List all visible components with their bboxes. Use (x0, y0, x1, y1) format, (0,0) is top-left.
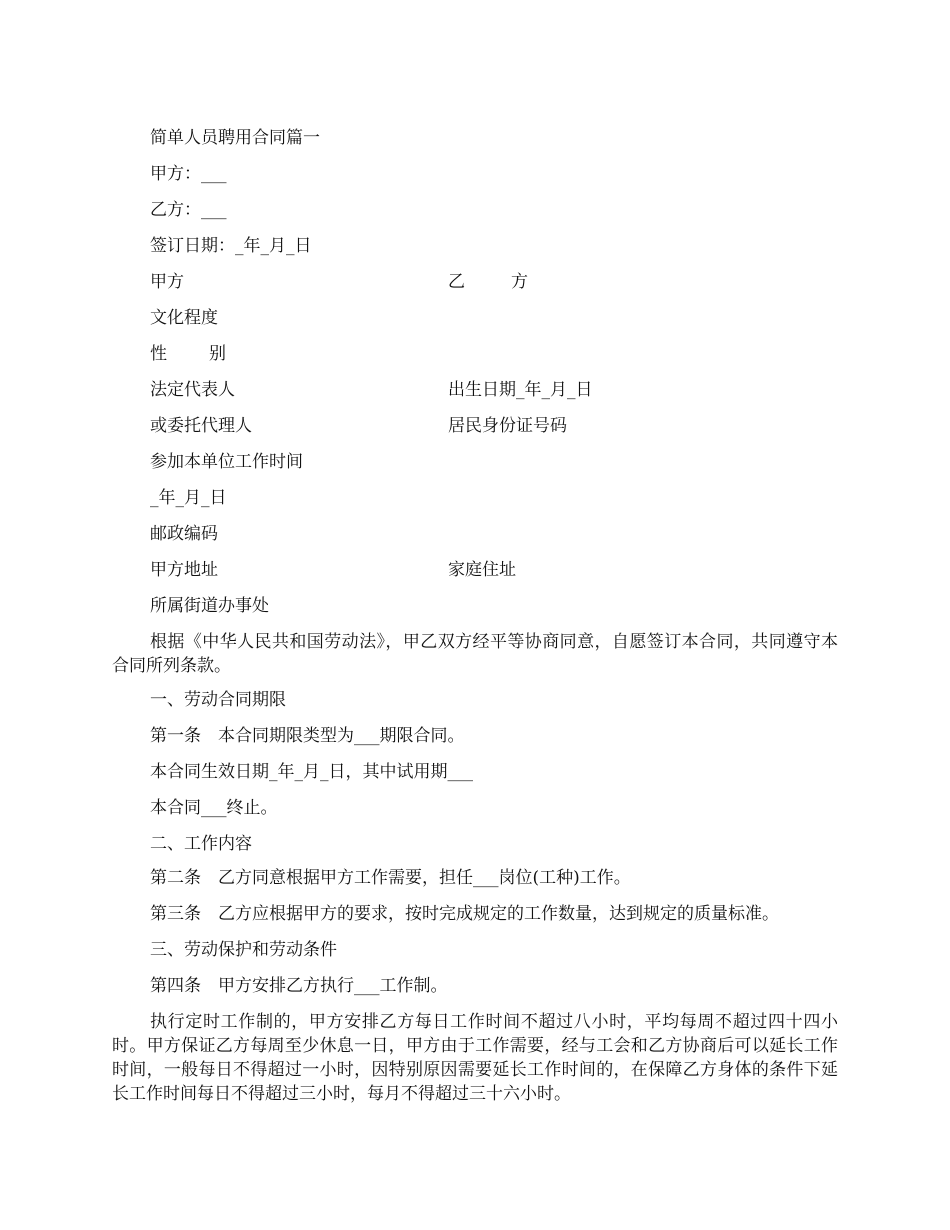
party-a-line: 甲方：___ (150, 164, 227, 184)
postal-code-label: 邮政编码 (150, 524, 218, 544)
working-hours-paragraph: 执行定时工作制的，甲方安排乙方每日工作时间不超过八小时，平均每周不超过四十四小时。甲方保证乙方每周至少休息一日，甲方由于工作需要，经与工会和乙方协商后可以延长工作时间，一般每日不得超过一小时，因特别原因需要延长工作时间的，在保障乙方身体的条件下延长工作时间每日不得超过三小时，每月不得超过三十六小时。 (112, 1012, 838, 1104)
section-3-heading: 三、劳动保护和劳动条件 (150, 940, 337, 960)
party-b-heading: 乙 方 (448, 272, 528, 292)
gender-label: 性 别 (150, 344, 226, 364)
join-date-line: _年_月_日 (150, 488, 227, 508)
party-a-heading: 甲方 (150, 272, 184, 292)
section-1-heading: 一、劳动合同期限 (150, 690, 286, 710)
effective-date-line: 本合同生效日期_年_月_日，其中试用期___ (150, 762, 473, 782)
agent-label: 或委托代理人 (150, 416, 252, 436)
birth-date-label: 出生日期_年_月_日 (448, 380, 593, 400)
street-office-label: 所属街道办事处 (150, 596, 269, 616)
home-address-label: 家庭住址 (448, 560, 516, 580)
legal-rep-label: 法定代表人 (150, 380, 235, 400)
section-2-heading: 二、工作内容 (150, 834, 252, 854)
sign-date-line: 签订日期：_年_月_日 (150, 236, 312, 256)
termination-line: 本合同___终止。 (150, 798, 278, 818)
article-2: 第二条 乙方同意根据甲方工作需要，担任___岗位(工种)工作。 (150, 868, 631, 888)
document-title: 简单人员聘用合同篇一 (150, 128, 320, 148)
party-a-address-label: 甲方地址 (150, 560, 218, 580)
preamble-paragraph: 根据《中华人民共和国劳动法》，甲乙双方经平等协商同意，自愿签订本合同，共同遵守本合同所列条款。 (112, 632, 838, 676)
article-3: 第三条 乙方应根据甲方的要求，按时完成规定的工作数量，达到规定的质量标准。 (150, 904, 779, 924)
article-1: 第一条 本合同期限类型为___期限合同。 (150, 726, 465, 746)
join-time-label: 参加本单位工作时间 (150, 452, 303, 472)
education-label: 文化程度 (150, 308, 218, 328)
article-4: 第四条 甲方安排乙方执行___工作制。 (150, 976, 448, 996)
id-number-label: 居民身份证号码 (448, 416, 567, 436)
party-b-line: 乙方：___ (150, 200, 227, 220)
